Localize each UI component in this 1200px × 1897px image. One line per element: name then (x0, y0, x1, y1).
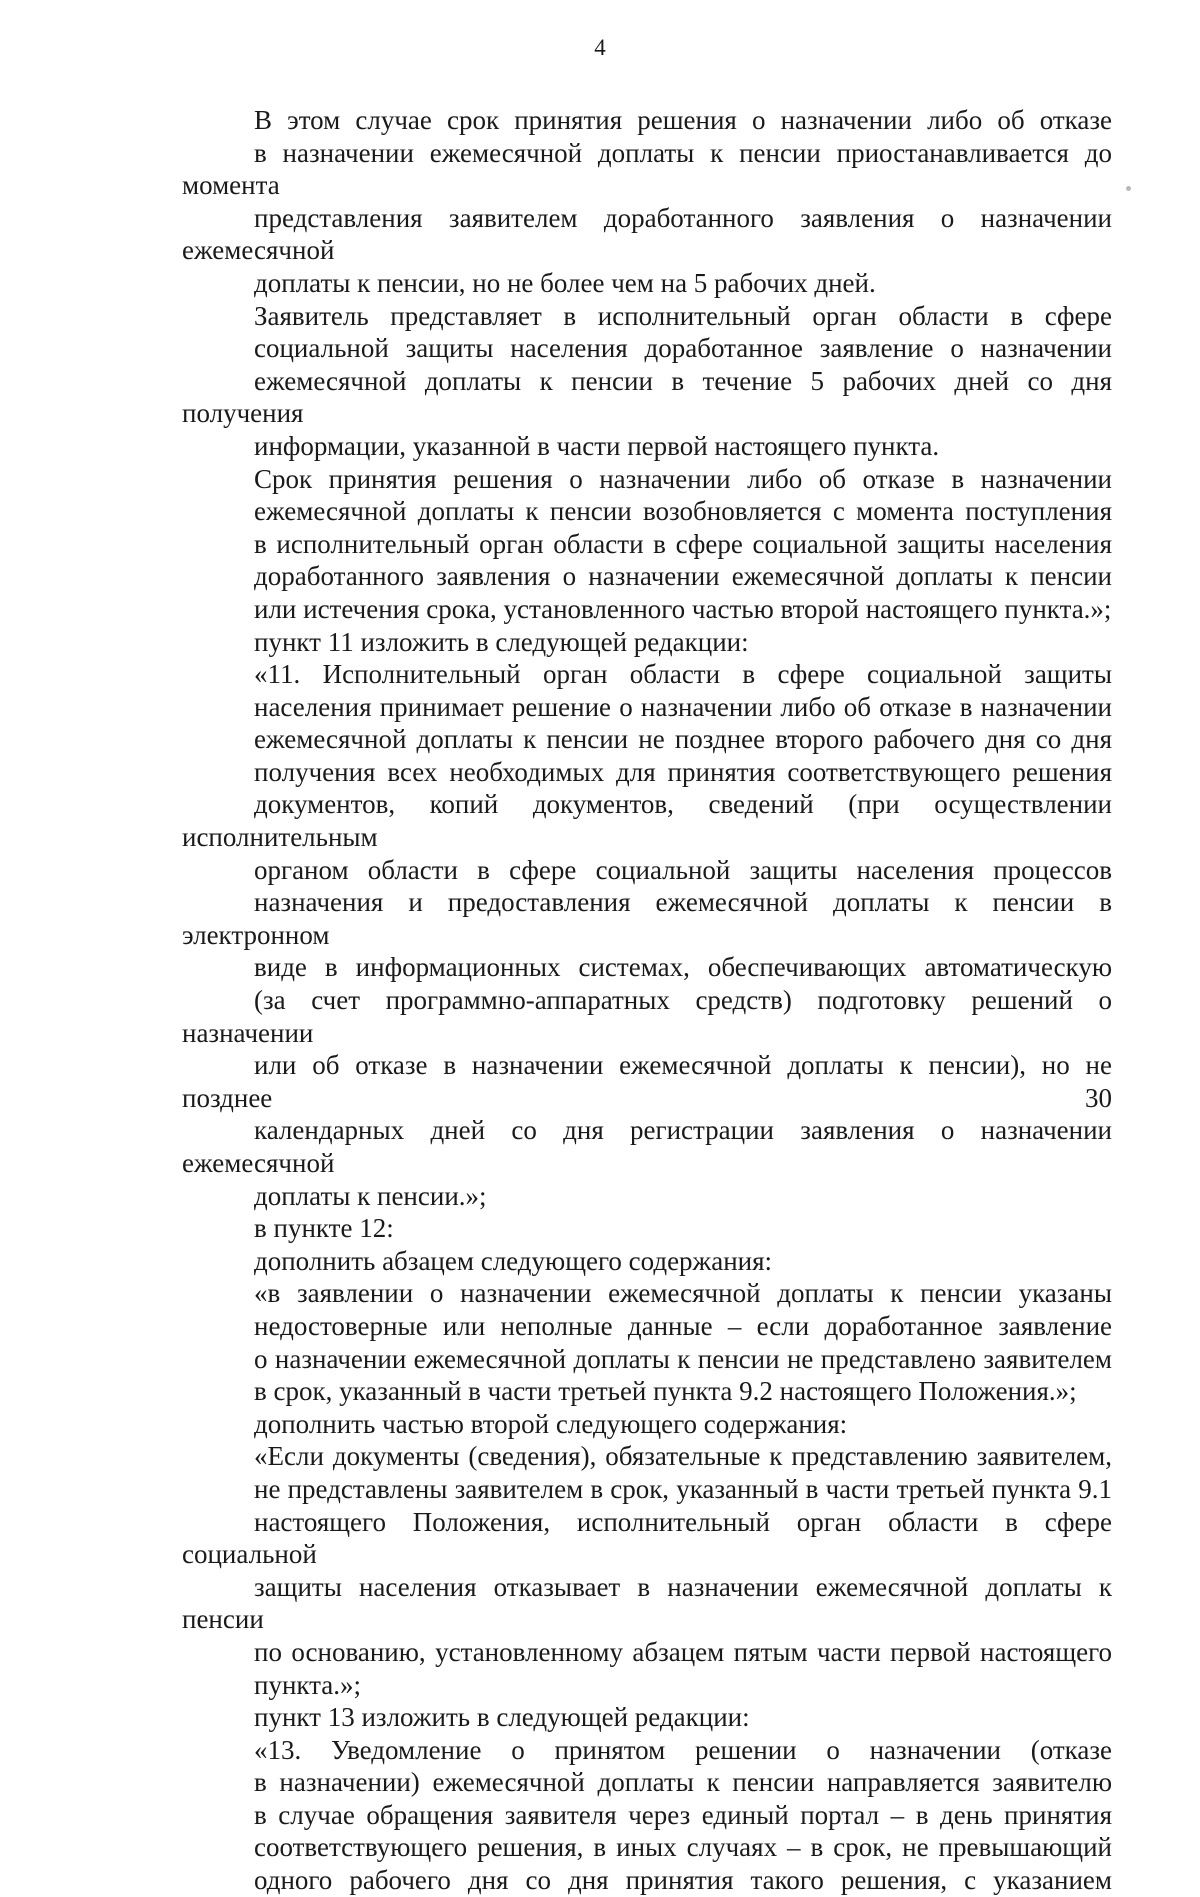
paragraph (182, 1277, 1112, 1407)
text-line: в срок, указанный в части третьей пункта 9.2 настоящего Положения.»; (254, 1376, 1077, 1407)
text-line: «13. Уведомление о принятом решении о назначении (отказе (254, 1734, 1112, 1765)
text-line: назначения и предоставления ежемесячной доплаты к пенсии в электронном (182, 887, 1112, 950)
text-line: доплаты к пенсии.»; (254, 1180, 487, 1211)
paragraph (182, 1734, 1112, 1897)
text-line: одного рабочего дня со дня принятия такого решения, с указанием (254, 1865, 1112, 1896)
text-line: соответствующего решения, в иных случаях – в срок, не превышающий (254, 1832, 1112, 1863)
page-number: 4 (594, 35, 606, 60)
text-line: получения всех необходимых для принятия соответствующего решения (254, 756, 1112, 787)
paragraph (182, 463, 1112, 626)
paragraph (182, 1212, 1112, 1245)
text-line: не представлены заявителем в срок, указанный в части третьей пункта 9.1 (254, 1473, 1112, 1504)
text-line: «в заявлении о назначении ежемесячной доплаты к пенсии указаны (254, 1278, 1112, 1309)
text-line: информации, указанной в части первой настоящего пункта. (254, 430, 940, 461)
paragraph (182, 658, 1112, 1212)
paragraph (182, 1408, 1112, 1441)
text-line: населения принимает решение о назначении либо об отказе в назначении (254, 691, 1112, 722)
text-line: органом области в сфере социальной защиты населения процессов (254, 854, 1112, 885)
document-body (182, 104, 1112, 1897)
text-line: В этом случае срок принятия решения о назначении либо об отказе (254, 105, 1112, 135)
text-line: социальной защиты населения доработанное заявление о назначении (254, 333, 1112, 364)
text-line: дополнить абзацем следующего содержания: (254, 1245, 773, 1276)
text-line: недостоверные или неполные данные – если доработанное заявление (254, 1310, 1112, 1341)
text-line: ежемесячной доплаты к пенсии в течение 5 рабочих дней со дня получения (182, 365, 1112, 429)
text-line: в назначении ежемесячной доплаты к пенсии приостанавливается до момента (182, 137, 1112, 201)
text-line: документов, копий документов, сведений (при осуществлении исполнительным (182, 789, 1112, 853)
text-line: виде в информационных системах, обеспечивающих автоматическую (254, 952, 1112, 983)
paragraph (182, 104, 1112, 300)
text-line: в исполнительный орган области в сфере социальной защиты населения (254, 528, 1112, 559)
paragraph (182, 1245, 1112, 1278)
paragraph (182, 1440, 1112, 1701)
text-line: «Если документы (сведения), обязательные к представлению заявителем, (254, 1441, 1112, 1472)
paragraph (182, 300, 1112, 463)
text-line: доработанного заявления о назначении ежемесячной доплаты к пенсии (254, 561, 1112, 592)
text-line: Срок принятия решения о назначении либо об отказе в назначении (254, 463, 1112, 494)
text-line: пункт 13 изложить в следующей редакции: (254, 1702, 750, 1733)
text-line: ежемесячной доплаты к пенсии возобновляется с момента поступления (254, 496, 1112, 527)
text-line: в назначении) ежемесячной доплаты к пенсии направляется заявителю (254, 1767, 1112, 1798)
text-line: по основанию, установленному абзацем пятым части первой настоящего (254, 1636, 1112, 1667)
text-line: или об отказе в назначении ежемесячной доплаты к пенсии), но не позднее 30 (182, 1050, 1112, 1113)
text-line: Заявитель представляет в исполнительный орган области в сфере (254, 300, 1112, 331)
text-line: ежемесячной доплаты к пенсии не позднее второго рабочего дня со дня (254, 724, 1112, 755)
text-line: календарных дней со дня регистрации заявления о назначении ежемесячной (182, 1115, 1112, 1178)
text-line: или истечения срока, установленного частью второй настоящего пункта.»; (254, 593, 1112, 624)
text-line: защиты населения отказывает в назначении ежемесячной доплаты к пенсии (182, 1571, 1112, 1635)
text-line: (за счет программно-аппаратных средств) подготовку решений о назначении (182, 985, 1112, 1048)
text-line: представления заявителем доработанного заявления о назначении ежемесячной (182, 202, 1112, 266)
text-line: настоящего Положения, исполнительный орган области в сфере социальной (182, 1506, 1112, 1570)
text-line: пункта.»; (254, 1669, 362, 1700)
scan-dot (1126, 186, 1131, 191)
text-line: о назначении ежемесячной доплаты к пенсии не представлено заявителем (254, 1343, 1112, 1374)
text-line: пункт 11 изложить в следующей редакции: (254, 626, 749, 657)
text-line: в случае обращения заявителя через единый портал – в день принятия (254, 1799, 1112, 1830)
paragraph (182, 626, 1112, 659)
text-line: в пункте 12: (254, 1213, 394, 1244)
text-line: доплаты к пенсии, но не более чем на 5 рабочих дней. (254, 267, 876, 298)
text-line: «11. Исполнительный орган области в сфере социальной защиты (254, 659, 1112, 690)
paragraph (182, 1701, 1112, 1734)
text-line: дополнить частью второй следующего содержания: (254, 1408, 848, 1439)
